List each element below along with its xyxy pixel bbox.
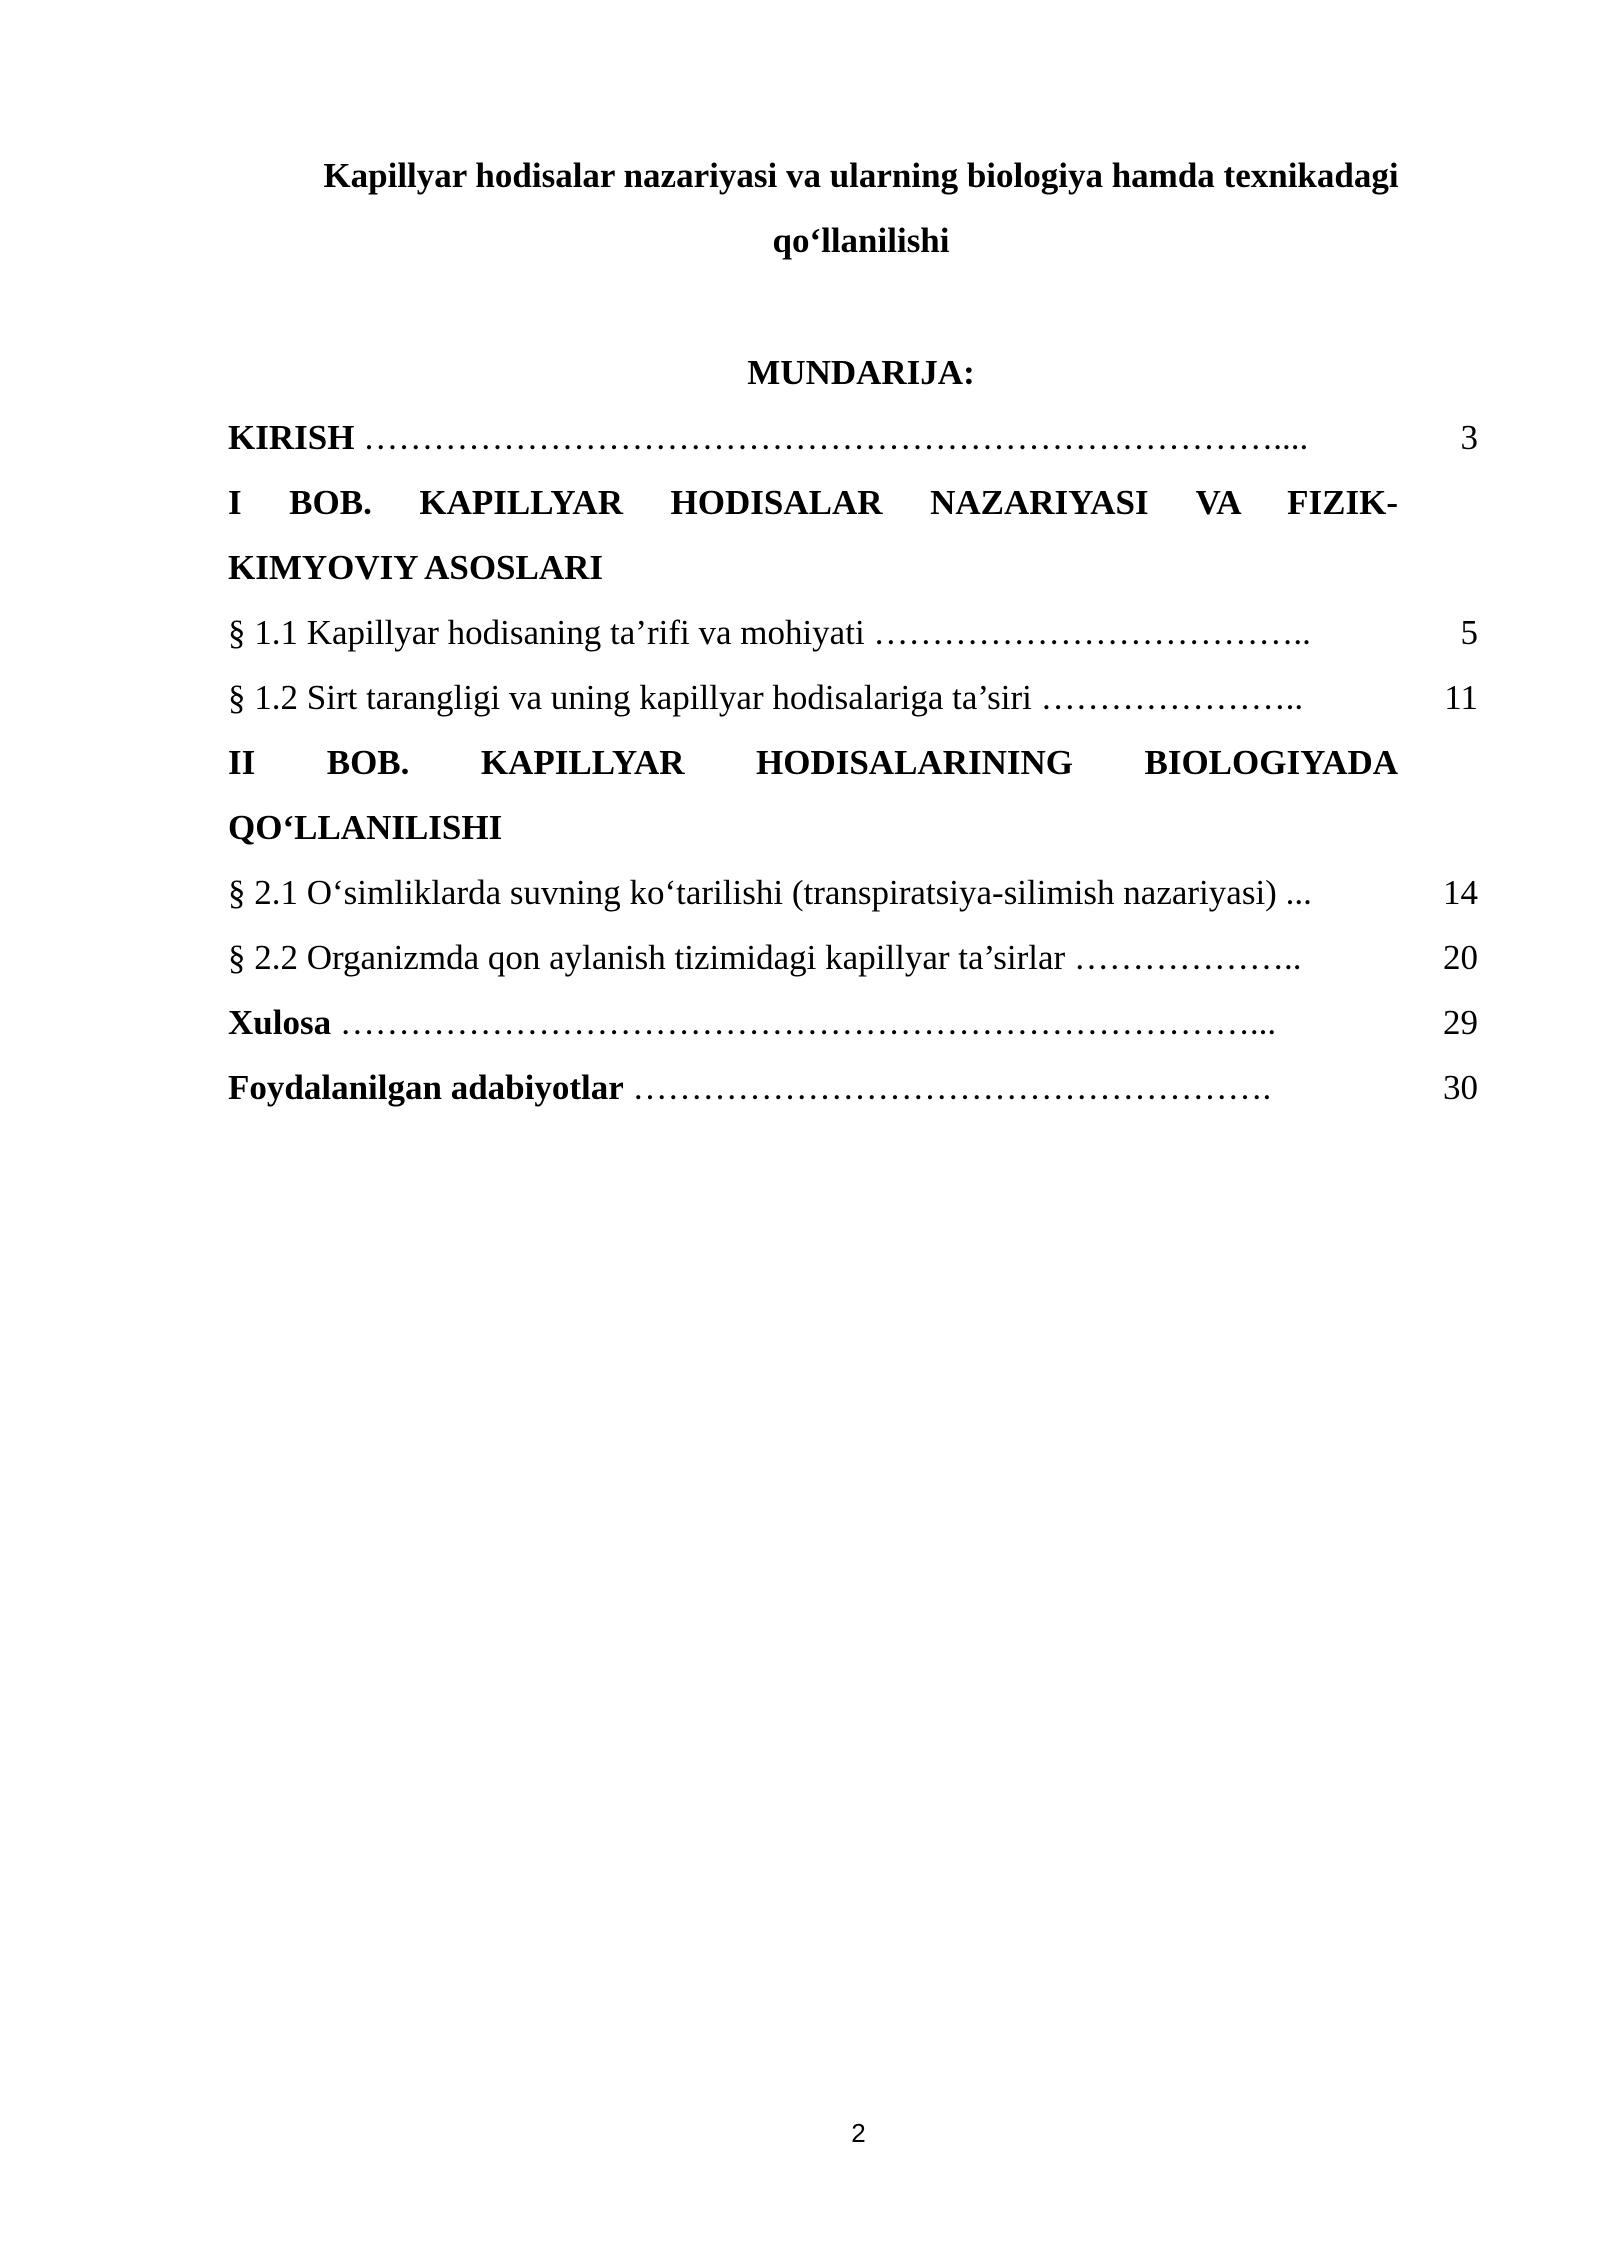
toc-page-number: 5: [1460, 613, 1478, 652]
toc-entry-label: § 1.2 Sirt tarangligi va uning kapillyar hodisalariga ta’siri …………………..: [228, 678, 1304, 717]
toc-entry-2-1[interactable]: [228, 860, 1478, 925]
toc-entry-label: Xulosa: [228, 1003, 332, 1042]
toc-entry-label: § 1.1 Kapillyar hodisaning ta’rifi va mohiyati ………………………………..: [228, 613, 1311, 652]
toc-page-number: 11: [1444, 678, 1478, 717]
chapter-title-line-1: I BOB. KAPILLYAR HODISALAR NAZARIYASI VA FIZIK-: [228, 483, 1398, 522]
toc-entry-2-2[interactable]: [228, 925, 1478, 990]
toc-chapter-2[interactable]: [228, 730, 1398, 860]
toc-entry-label: § 2.2 Organizmda qon aylanish tizimidagi kapillyar ta’sirlar ………………..: [228, 938, 1302, 977]
page-number: 2: [851, 2118, 866, 2148]
toc-leader: ……………………………………………………………………...: [331, 1003, 1277, 1042]
toc-leader: ……………………………………………………………………....: [354, 418, 1309, 457]
toc-heading: MUNDARIJA:: [747, 353, 975, 392]
toc-entry-label: KIRISH: [228, 418, 355, 457]
table-of-contents: [228, 405, 1478, 1120]
toc-entry-kirish[interactable]: [228, 405, 1478, 470]
title-line-2: qo‘llanilishi: [772, 221, 950, 260]
toc-entry-foydalanilgan-adabiyotlar[interactable]: [228, 1055, 1478, 1120]
document-title: [230, 143, 1492, 273]
toc-page-number: 30: [1443, 1068, 1478, 1107]
toc-page-number: 29: [1443, 1003, 1478, 1042]
toc-page-number: 3: [1460, 418, 1478, 457]
toc-entry-label: § 2.1 O‘simliklarda suvning ko‘tarilishi (transpiratsiya-silimish nazariyasi) ...: [228, 873, 1312, 912]
toc-entry-xulosa[interactable]: [228, 990, 1478, 1055]
toc-chapter-1[interactable]: [228, 470, 1398, 600]
chapter-title-line-2: QO‘LLANILISHI: [228, 808, 503, 847]
title-line-1: Kapillyar hodisalar nazariyasi va ularning biologiya hamda texnikadagi: [323, 156, 1399, 195]
toc-leader: ……………………………………………….: [623, 1068, 1272, 1107]
toc-entry-label: Foydalanilgan adabiyotlar: [228, 1068, 624, 1107]
toc-page-number: 20: [1443, 938, 1478, 977]
chapter-title-line-2: KIMYOVIY ASOSLARI: [228, 548, 604, 587]
toc-page-number: 14: [1443, 873, 1478, 912]
chapter-title-line-1: II BOB. KAPILLYAR HODISALARINING BIOLOGIYADA: [228, 743, 1398, 782]
toc-entry-1-1[interactable]: [228, 600, 1478, 665]
toc-entry-1-2[interactable]: [228, 665, 1478, 730]
